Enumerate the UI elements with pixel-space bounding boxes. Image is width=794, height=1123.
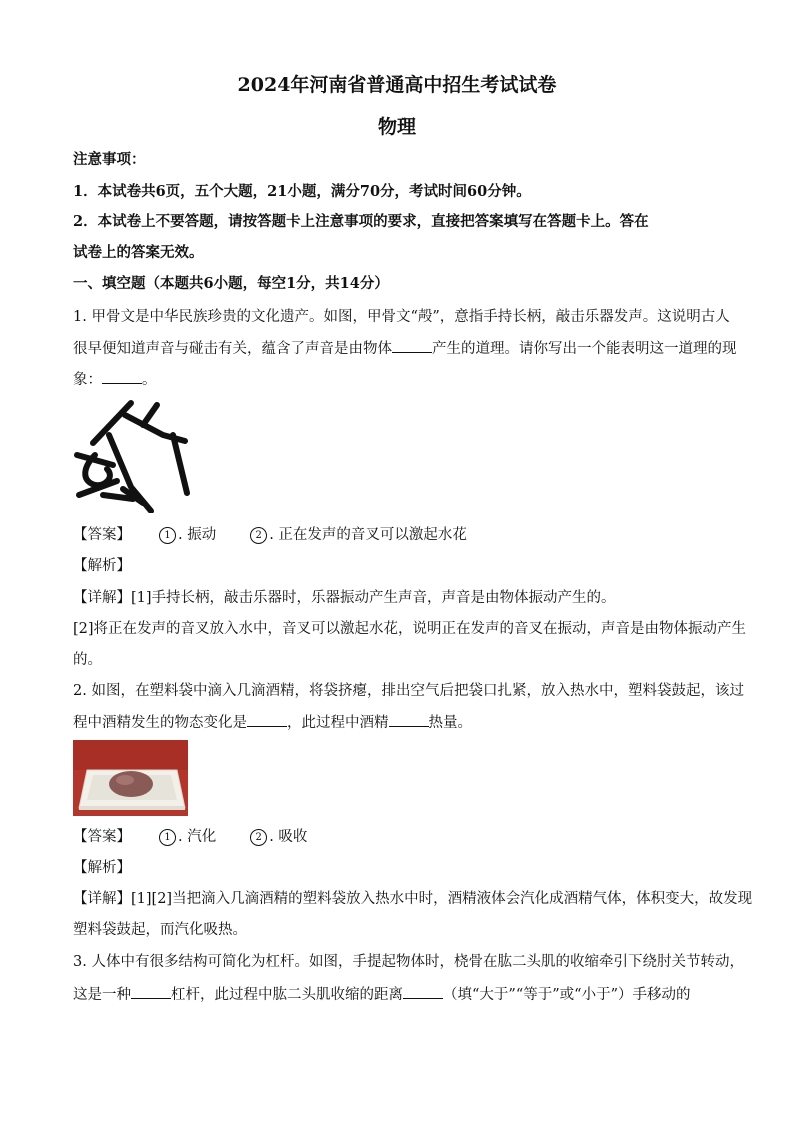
photo-wall-shade — [73, 740, 188, 770]
q3-line-1: 3. 人体中有很多结构可简化为杠杆。如图，手提起物体时，桡骨在肱二头肌的收缩牵引下绕肘关节转动， — [73, 954, 744, 970]
q2-blank-1 — [247, 712, 287, 727]
q1-line-2-text-b: 产生的道理。请你写出一个能表明这一道理的现 — [432, 341, 737, 357]
q2-answer-2-number: 2 — [250, 829, 267, 846]
q3-blank-2 — [403, 984, 443, 999]
tray-rim — [79, 806, 185, 810]
q2-answer-2: . 吸收 — [269, 829, 308, 845]
q1-answer-2: . 正在发声的音叉可以激起水花 — [269, 527, 467, 543]
q1-answer-1-number: 1 — [159, 527, 176, 544]
q3-line-2-text-c: （填“大于”“等于”或“小于”）手移动的 — [443, 987, 691, 1003]
q1-line-1: 1. 甲骨文是中华民族珍贵的文化遗产。如图，甲骨文“殸”，意指手持长柄，敲击乐器发声。这说明古人 — [73, 309, 730, 325]
q2-answer-1-number: 1 — [159, 829, 176, 846]
q1-line-3-text-b: 。 — [142, 372, 157, 388]
q1-line-3-text-a: 象： — [73, 372, 102, 388]
exam-title: 2024年河南省普通高中招生考试试卷 — [237, 74, 557, 96]
q2-detail-line-1: 【详解】[1][2]当把滴入几滴酒精的塑料袋放入热水中时，酒精液体会汽化成酒精气体，体积变大，故发现 — [73, 891, 753, 907]
q2-line-1: 2. 如图，在塑料袋中滴入几滴酒精，将袋挤瘪，排出空气后把袋口扎紧，放入热水中，塑料袋鼓起，该过 — [73, 683, 744, 699]
q1-detail-1: 【详解】[1]手持长柄，敲击乐器时，乐器振动产生声音，声音是由物体振动产生的。 — [73, 590, 616, 606]
plastic-bag-in-hot-water-photo — [73, 740, 188, 816]
q1-blank-2 — [102, 369, 142, 384]
q2-answer — [73, 827, 723, 847]
q1-analysis-label: 【解析】 — [73, 558, 131, 574]
q1-line-3 — [73, 369, 723, 390]
q3-line-2 — [73, 984, 723, 1005]
q3-line-2-text-b: 杠杆，此过程中肱二头肌收缩的距离 — [171, 987, 403, 1003]
q3-line-2-text-a: 这是一种 — [73, 987, 131, 1003]
q1-blank-1 — [392, 338, 432, 353]
oracle-bone-character-image — [73, 395, 198, 513]
q1-line-2 — [73, 338, 737, 359]
q2-line-2-text-c: 热量。 — [428, 715, 472, 731]
q2-answer-label: 【答案】 — [73, 829, 131, 845]
notice-item-2-line-1: 2．本试卷上不要答题，请按答题卡上注意事项的要求，直接把答案填写在答题卡上。答在 — [73, 213, 649, 230]
q1-answer-2-number: 2 — [250, 527, 267, 544]
q1-detail-2-line-2: 的。 — [73, 652, 102, 668]
notice-item-1: 1．本试卷共6页，五个大题，21小题，满分70分，考试时间60分钟。 — [73, 183, 531, 200]
inflated-bag — [109, 771, 153, 797]
q1-answer-1: . 振动 — [178, 527, 217, 543]
section-heading: 一、填空题（本题共6小题，每空1分，共14分） — [73, 275, 389, 292]
q2-line-2-text-a: 程中酒精发生的物态变化是 — [73, 715, 247, 731]
bag-highlight — [116, 775, 134, 785]
q1-detail-2-line-1: [2]将正在发声的音叉放入水中，音叉可以激起水花，说明正在发声的音叉在振动，声音是由物体振动产生 — [73, 621, 747, 637]
glyph-stroke — [143, 405, 157, 425]
q1-answer-label: 【答案】 — [73, 527, 131, 543]
q2-detail-line-2: 塑料袋鼓起，而汽化吸热。 — [73, 922, 247, 938]
subject-title: 物理 — [377, 116, 416, 138]
q2-analysis-label: 【解析】 — [73, 860, 131, 876]
q1-answer — [73, 525, 723, 545]
q2-answer-1: . 汽化 — [178, 829, 217, 845]
q3-blank-1 — [131, 984, 171, 999]
q1-line-2-text-a: 很早便知道声音与碰击有关，蕴含了声音是由物体 — [73, 341, 392, 357]
q2-line-2-text-b: ，此过程中酒精 — [287, 715, 389, 731]
notice-heading: 注意事项： — [73, 151, 146, 168]
q2-line-2 — [73, 712, 723, 733]
q2-blank-2 — [389, 712, 429, 727]
notice-item-2-line-2: 试卷上的答案无效。 — [73, 244, 204, 261]
